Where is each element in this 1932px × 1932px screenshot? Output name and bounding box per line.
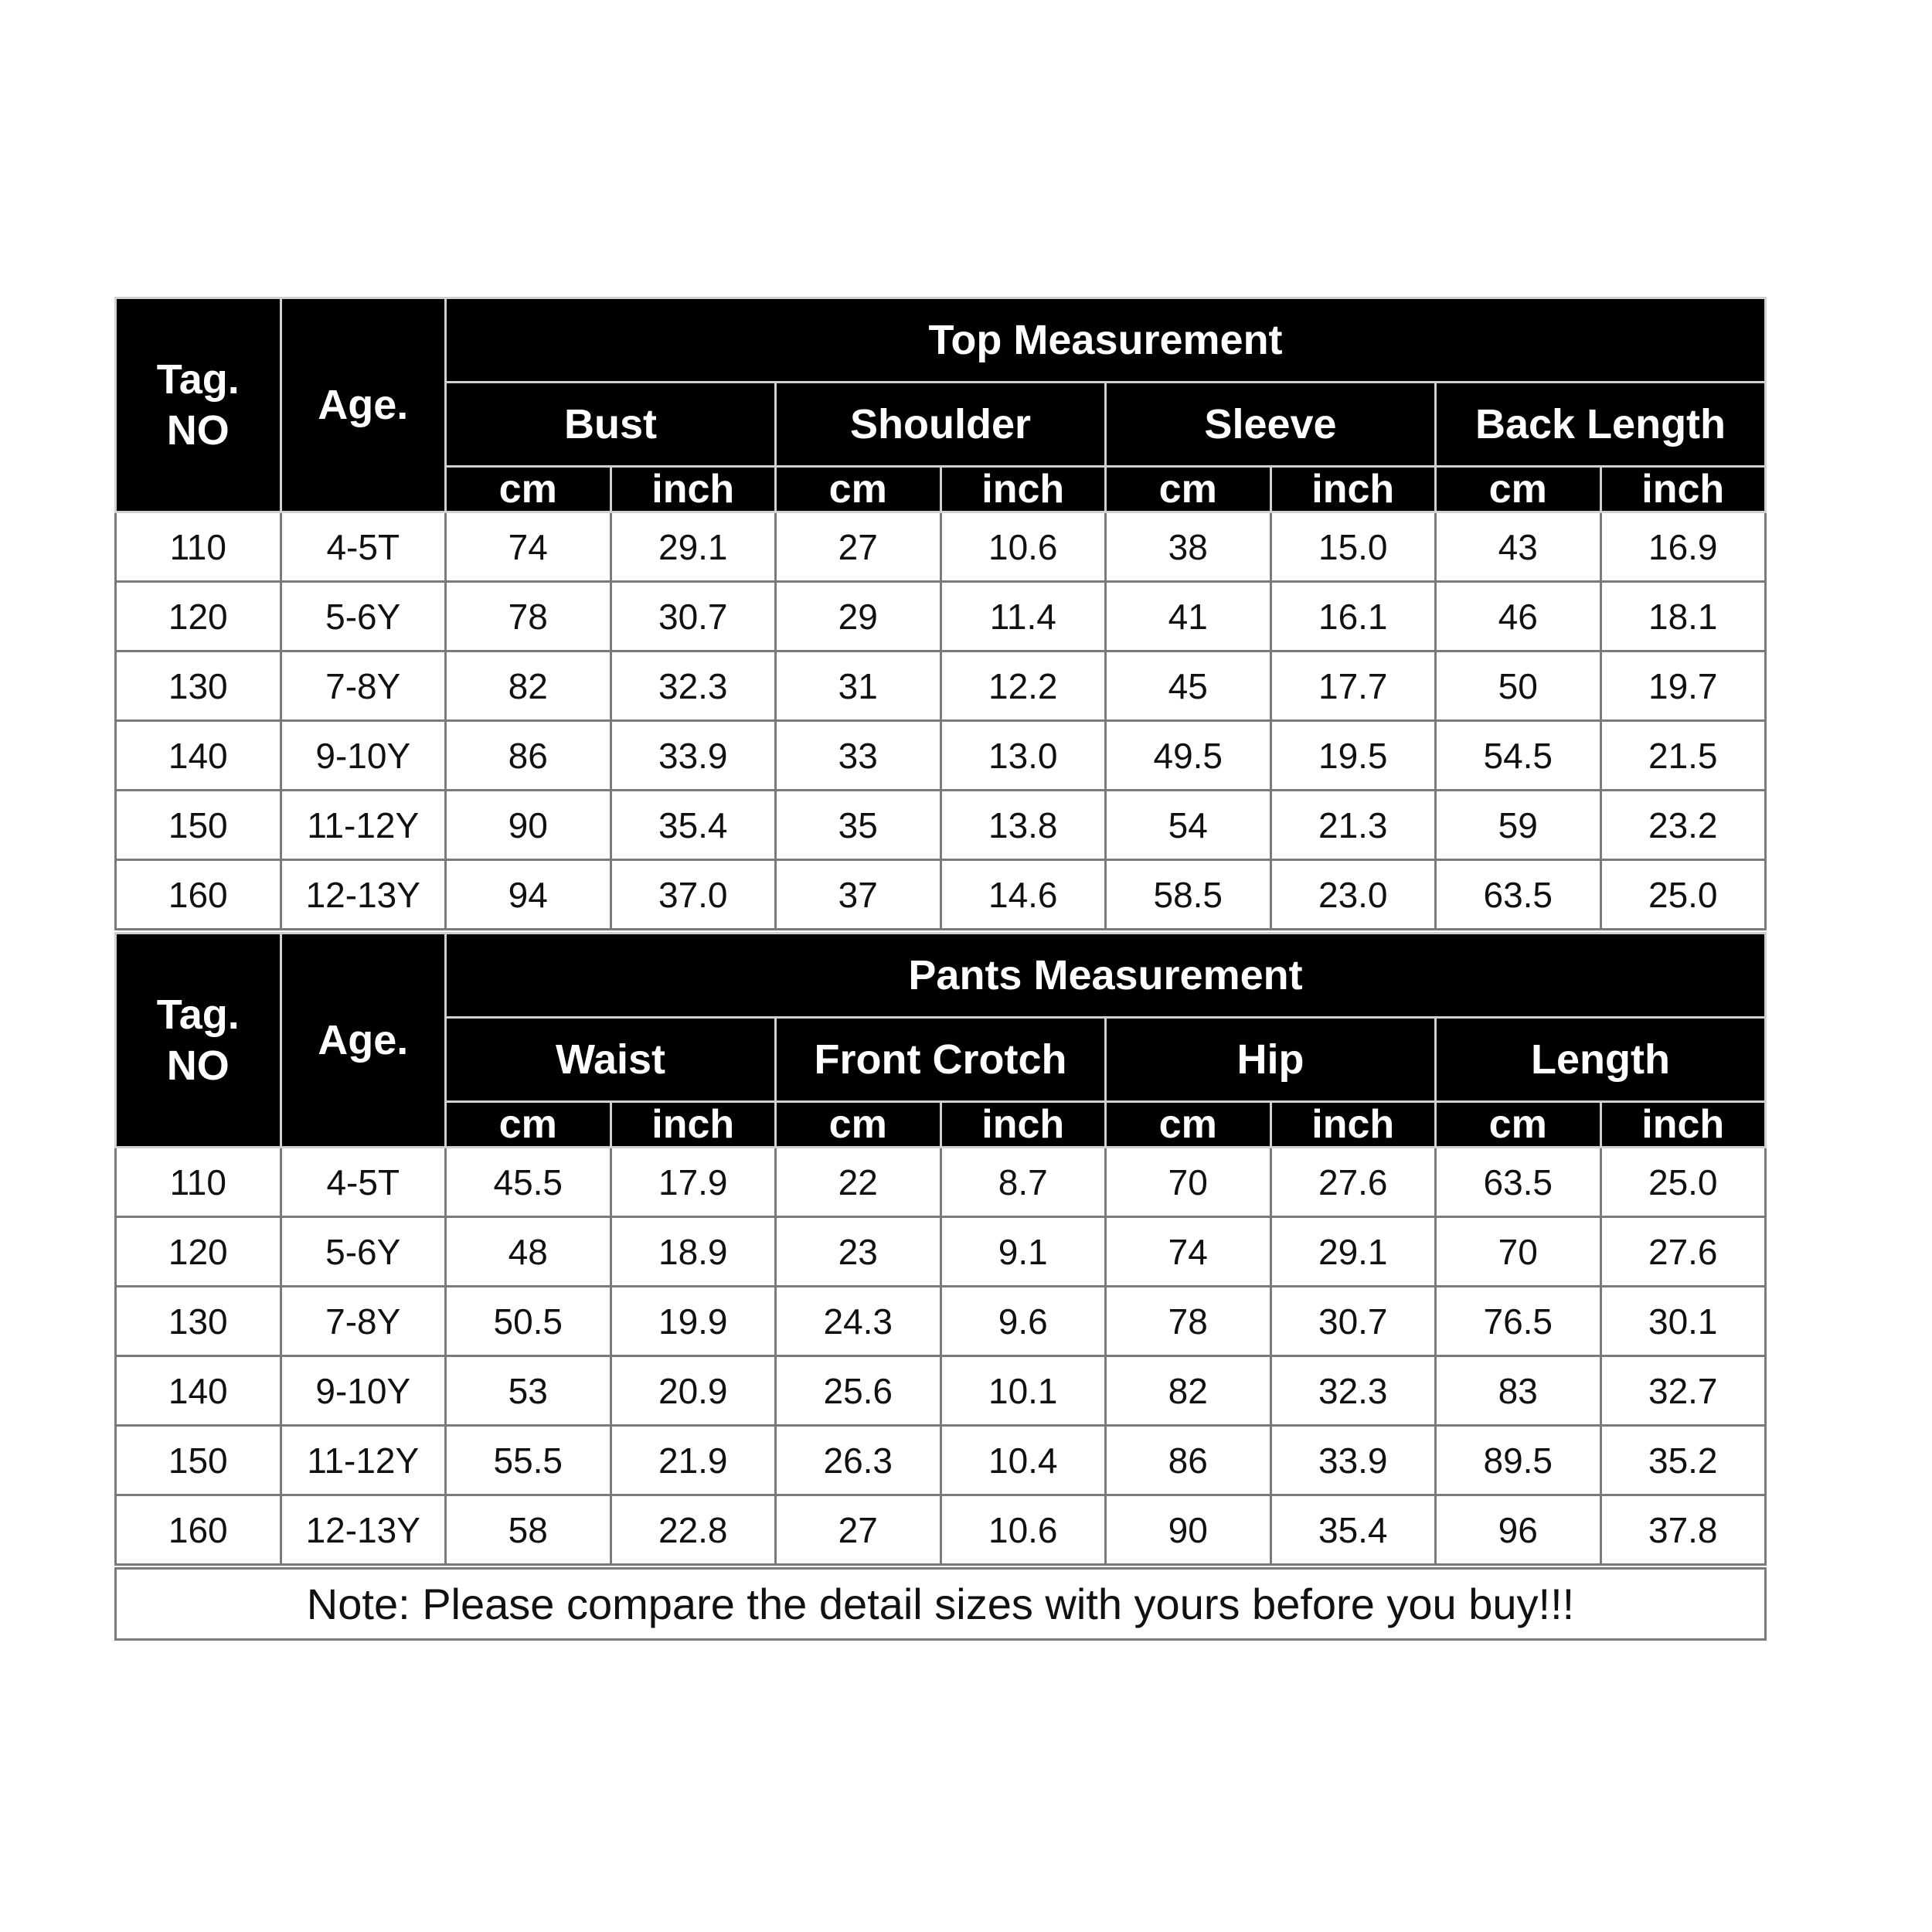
no-label: NO: [166, 407, 230, 454]
unit-header: cm: [776, 467, 941, 512]
age-header: Age.: [281, 934, 446, 1148]
tag-label: Tag.: [156, 356, 240, 403]
table-cell: 45.5: [446, 1148, 611, 1217]
table-cell: 74: [446, 512, 611, 582]
unit-header: inch: [1600, 467, 1766, 512]
table-cell: 11-12Y: [281, 791, 446, 860]
table-cell: 37: [776, 860, 941, 930]
tag-no-header: [116, 934, 281, 1148]
table-cell: 29.1: [611, 512, 776, 582]
table-cell: 30.7: [1270, 1287, 1436, 1356]
unit-header: cm: [1106, 1102, 1271, 1148]
unit-header: cm: [1106, 467, 1271, 512]
table-cell: 17.9: [611, 1148, 776, 1217]
group-header: Bust: [446, 383, 776, 467]
table-cell: 63.5: [1436, 860, 1601, 930]
table-cell: 130: [116, 651, 281, 721]
table-cell: 4-5T: [281, 1148, 446, 1217]
table-cell: 33.9: [1270, 1426, 1436, 1495]
table-cell: 63.5: [1436, 1148, 1601, 1217]
table-row: [116, 791, 1766, 860]
table-row: [116, 582, 1766, 651]
table-cell: 55.5: [446, 1426, 611, 1495]
table-cell: 78: [1106, 1287, 1271, 1356]
table-cell: 150: [116, 791, 281, 860]
table-cell: 33: [776, 721, 941, 791]
table-cell: 37.8: [1600, 1495, 1766, 1565]
note-table: [114, 1567, 1767, 1641]
table-cell: 35.4: [1270, 1495, 1436, 1565]
table-cell: 53: [446, 1356, 611, 1426]
table-cell: 35.2: [1600, 1426, 1766, 1495]
note-text: Note: Please compare the detail sizes with yours before you buy!!!: [116, 1569, 1766, 1640]
table-cell: 14.6: [940, 860, 1106, 930]
table-cell: 48: [446, 1217, 611, 1287]
table-cell: 32.3: [611, 651, 776, 721]
table-cell: 11-12Y: [281, 1426, 446, 1495]
unit-header: inch: [1270, 1102, 1436, 1148]
table-cell: 7-8Y: [281, 651, 446, 721]
table-cell: 23: [776, 1217, 941, 1287]
table-cell: 21.5: [1600, 721, 1766, 791]
table-cell: 17.7: [1270, 651, 1436, 721]
table-cell: 41: [1106, 582, 1271, 651]
table-cell: 58: [446, 1495, 611, 1565]
unit-header: cm: [1436, 467, 1601, 512]
table-cell: 38: [1106, 512, 1271, 582]
table-cell: 13.8: [940, 791, 1106, 860]
table-cell: 86: [1106, 1426, 1271, 1495]
tag-no-header: [116, 298, 281, 512]
table-cell: 19.9: [611, 1287, 776, 1356]
table-cell: 27: [776, 1495, 941, 1565]
unit-header: cm: [446, 1102, 611, 1148]
table-row: [116, 721, 1766, 791]
top-measurement-table: [114, 297, 1767, 930]
table-cell: 90: [446, 791, 611, 860]
table-cell: 30.7: [611, 582, 776, 651]
table-cell: 76.5: [1436, 1287, 1601, 1356]
table-cell: 21.9: [611, 1426, 776, 1495]
table-cell: 54: [1106, 791, 1271, 860]
table-cell: 16.9: [1600, 512, 1766, 582]
table-cell: 19.7: [1600, 651, 1766, 721]
table-cell: 130: [116, 1287, 281, 1356]
table-cell: 5-6Y: [281, 1217, 446, 1287]
table-cell: 29.1: [1270, 1217, 1436, 1287]
unit-header: inch: [611, 1102, 776, 1148]
table-cell: 140: [116, 721, 281, 791]
table-row: [116, 1356, 1766, 1426]
group-header: Sleeve: [1106, 383, 1436, 467]
group-header: Front Crotch: [776, 1018, 1106, 1102]
table-cell: 21.3: [1270, 791, 1436, 860]
table-cell: 29: [776, 582, 941, 651]
table-cell: 10.1: [940, 1356, 1106, 1426]
table-row: [116, 1287, 1766, 1356]
table-cell: 23.0: [1270, 860, 1436, 930]
group-header: Length: [1436, 1018, 1766, 1102]
table-cell: 4-5T: [281, 512, 446, 582]
table-cell: 25.0: [1600, 860, 1766, 930]
unit-header: inch: [611, 467, 776, 512]
table-cell: 10.6: [940, 1495, 1106, 1565]
table-cell: 33.9: [611, 721, 776, 791]
table-cell: 19.5: [1270, 721, 1436, 791]
table-cell: 120: [116, 1217, 281, 1287]
table-row: [116, 860, 1766, 930]
unit-header: cm: [1436, 1102, 1601, 1148]
table-cell: 46: [1436, 582, 1601, 651]
table-cell: 86: [446, 721, 611, 791]
table-cell: 20.9: [611, 1356, 776, 1426]
table-cell: 74: [1106, 1217, 1271, 1287]
age-header: Age.: [281, 298, 446, 512]
group-header: Waist: [446, 1018, 776, 1102]
table-cell: 10.4: [940, 1426, 1106, 1495]
table-cell: 12-13Y: [281, 860, 446, 930]
table-cell: 50.5: [446, 1287, 611, 1356]
table-cell: 70: [1106, 1148, 1271, 1217]
unit-header: inch: [940, 1102, 1106, 1148]
group-header: Shoulder: [776, 383, 1106, 467]
table-cell: 25.6: [776, 1356, 941, 1426]
table-cell: 83: [1436, 1356, 1601, 1426]
table-cell: 32.7: [1600, 1356, 1766, 1426]
table-cell: 26.3: [776, 1426, 941, 1495]
table-cell: 22: [776, 1148, 941, 1217]
table-cell: 5-6Y: [281, 582, 446, 651]
unit-header: inch: [940, 467, 1106, 512]
table-cell: 37.0: [611, 860, 776, 930]
table-cell: 120: [116, 582, 281, 651]
table-cell: 94: [446, 860, 611, 930]
table-cell: 27.6: [1600, 1217, 1766, 1287]
section-title: Top Measurement: [446, 298, 1766, 383]
table-row: [116, 651, 1766, 721]
table-cell: 70: [1436, 1217, 1601, 1287]
table-cell: 49.5: [1106, 721, 1271, 791]
table-cell: 89.5: [1436, 1426, 1601, 1495]
table-cell: 18.9: [611, 1217, 776, 1287]
table-cell: 82: [446, 651, 611, 721]
table-cell: 9-10Y: [281, 1356, 446, 1426]
table-cell: 31: [776, 651, 941, 721]
table-cell: 13.0: [940, 721, 1106, 791]
unit-header: inch: [1270, 467, 1436, 512]
table-cell: 96: [1436, 1495, 1601, 1565]
table-row: [116, 1148, 1766, 1217]
table-cell: 15.0: [1270, 512, 1436, 582]
table-cell: 58.5: [1106, 860, 1271, 930]
table-row: [116, 1495, 1766, 1565]
table-cell: 11.4: [940, 582, 1106, 651]
table-cell: 23.2: [1600, 791, 1766, 860]
section-title: Pants Measurement: [446, 934, 1766, 1018]
table-cell: 9-10Y: [281, 721, 446, 791]
table-row: [116, 1426, 1766, 1495]
table-cell: 22.8: [611, 1495, 776, 1565]
unit-header: cm: [446, 467, 611, 512]
table-cell: 35: [776, 791, 941, 860]
table-cell: 140: [116, 1356, 281, 1426]
table-cell: 12.2: [940, 651, 1106, 721]
table-cell: 10.6: [940, 512, 1106, 582]
table-row: [116, 1217, 1766, 1287]
table-cell: 32.3: [1270, 1356, 1436, 1426]
table-cell: 27: [776, 512, 941, 582]
unit-header: inch: [1600, 1102, 1766, 1148]
pants-measurement-table: [114, 932, 1767, 1566]
table-cell: 9.6: [940, 1287, 1106, 1356]
table-cell: 27.6: [1270, 1148, 1436, 1217]
table-cell: 78: [446, 582, 611, 651]
table-cell: 54.5: [1436, 721, 1601, 791]
table-cell: 45: [1106, 651, 1271, 721]
table-cell: 35.4: [611, 791, 776, 860]
table-cell: 25.0: [1600, 1148, 1766, 1217]
unit-header: cm: [776, 1102, 941, 1148]
group-header: Hip: [1106, 1018, 1436, 1102]
no-label: NO: [166, 1043, 230, 1089]
table-cell: 18.1: [1600, 582, 1766, 651]
table-cell: 150: [116, 1426, 281, 1495]
table-cell: 30.1: [1600, 1287, 1766, 1356]
table-cell: 82: [1106, 1356, 1271, 1426]
table-cell: 90: [1106, 1495, 1271, 1565]
table-cell: 110: [116, 1148, 281, 1217]
table-cell: 160: [116, 1495, 281, 1565]
table-cell: 16.1: [1270, 582, 1436, 651]
table-cell: 8.7: [940, 1148, 1106, 1217]
table-row: [116, 512, 1766, 582]
table-cell: 110: [116, 512, 281, 582]
table-cell: 43: [1436, 512, 1601, 582]
table-cell: 7-8Y: [281, 1287, 446, 1356]
table-cell: 24.3: [776, 1287, 941, 1356]
table-cell: 59: [1436, 791, 1601, 860]
tag-label: Tag.: [156, 992, 240, 1038]
table-cell: 9.1: [940, 1217, 1106, 1287]
group-header: Back Length: [1436, 383, 1766, 467]
table-cell: 12-13Y: [281, 1495, 446, 1565]
table-cell: 50: [1436, 651, 1601, 721]
table-cell: 160: [116, 860, 281, 930]
